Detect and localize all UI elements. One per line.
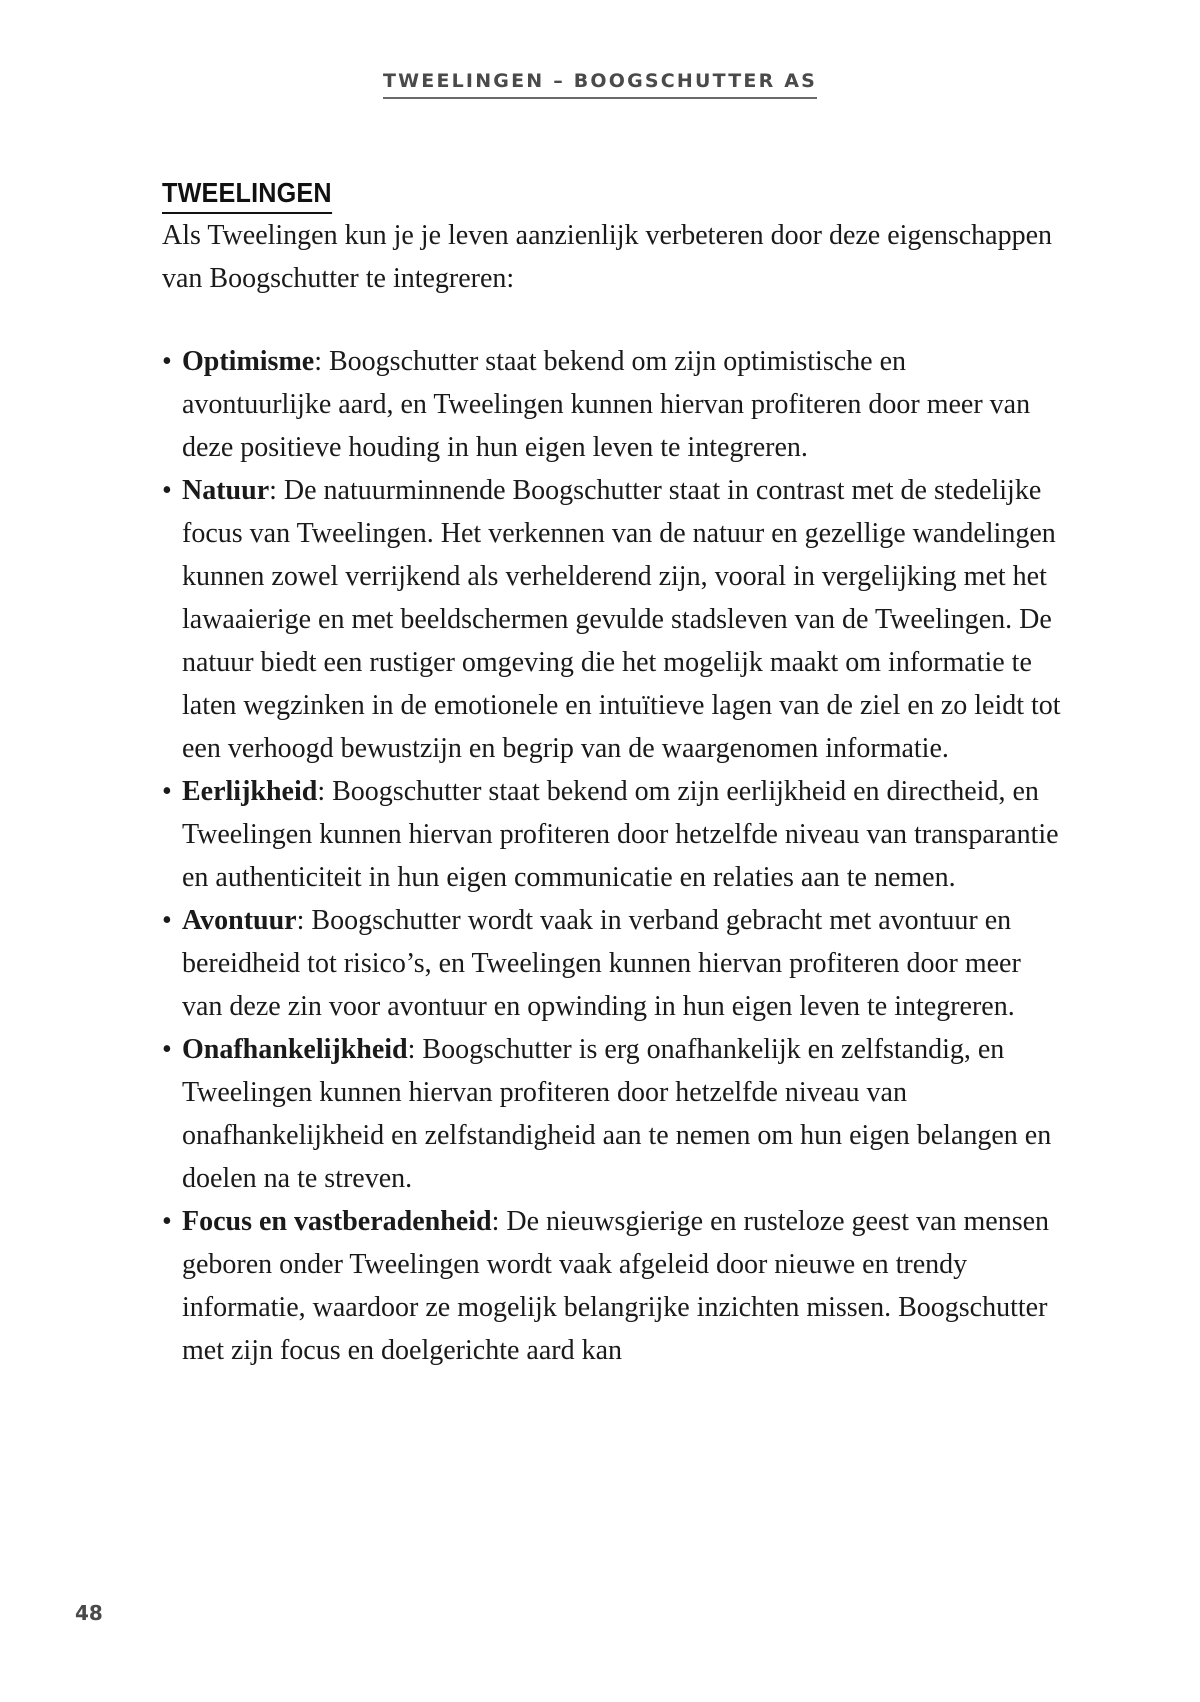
bullet-icon: •: [162, 1033, 172, 1065]
bullet-icon: •: [162, 904, 172, 936]
list-item: [162, 899, 1062, 1028]
bullet-icon: •: [162, 474, 172, 506]
running-header: [0, 70, 1200, 99]
item-term: Focus en vastberadenheid: [182, 1205, 492, 1237]
list-item: [162, 1200, 1062, 1372]
item-text: : De natuurminnende Boogschutter staat in contrast met de stedelijke focus van Tweelingen. Het verkennen van de natuur en gezellige wandelingen kunnen zowel verrijkend als verhelderend zijn, vooral in vergelijking met het lawaaierige en met beeldschermen gevulde stadsleven van de Tweelingen. De natuur biedt een rustiger omgeving die het mogelijk maakt om informatie te laten wegzinken in de emotionele en intuïtieve lagen van de ziel en zo leidt tot een verhoogd bewustzijn en begrip van de waargenomen informatie.: [182, 474, 1061, 764]
trait-list: [162, 340, 1062, 1372]
running-header-title: TWEELINGEN – BOOGSCHUTTER AS: [383, 70, 817, 99]
bullet-icon: •: [162, 775, 172, 807]
bullet-icon: •: [162, 345, 172, 377]
item-text: : Boogschutter staat bekend om zijn optimistische en avontuurlijke aard, en Tweelingen kunnen hiervan profiteren door meer van deze positieve houding in hun eigen leven te integreren.: [182, 345, 1031, 463]
item-text: : Boogschutter is erg onafhankelijk en zelfstandig, en Tweelingen kunnen hiervan profiteren door hetzelfde niveau van onafhankelijkheid en zelfstandigheid aan te nemen om hun eigen belangen en doelen na te streven.: [182, 1033, 1052, 1194]
item-term: Natuur: [182, 474, 270, 506]
page-number: 48: [75, 1601, 103, 1625]
item-text: : Boogschutter staat bekend om zijn eerlijkheid en directheid, en Tweelingen kunnen hiervan profiteren door hetzelfde niveau van transparantie en authenticiteit in hun eigen communicatie en relaties aan te nemen.: [182, 775, 1059, 893]
list-item: [162, 770, 1062, 899]
section-title: TWEELINGEN: [162, 178, 332, 214]
item-term: Optimisme: [182, 345, 315, 377]
intro-paragraph: Als Tweelingen kun je je leven aanzienlijk verbeteren door deze eigenschappen van Boogschutter te integreren:: [162, 219, 1053, 294]
section-heading-wrap: [162, 178, 1062, 214]
bullet-icon: •: [162, 1205, 172, 1237]
item-text: : Boogschutter wordt vaak in verband gebracht met avontuur en bereidheid tot risico’s, en Tweelingen kunnen hiervan profiteren door meer van deze zin voor avontuur en opwinding in hun eigen leven te integreren.: [182, 904, 1021, 1022]
item-text: : De nieuwsgierige en rusteloze geest van mensen geboren onder Tweelingen wordt vaak afgeleid door nieuwe en trendy informatie, waardoor ze mogelijk belangrijke inzichten missen. Boogschutter met zijn focus en doelgerichte aard kan: [182, 1205, 1050, 1366]
list-item: [162, 469, 1062, 770]
list-item: [162, 340, 1062, 469]
item-term: Eerlijkheid: [182, 775, 318, 807]
item-term: Avontuur: [182, 904, 297, 936]
page-content: [162, 178, 1062, 1372]
item-term: Onafhankelijkheid: [182, 1033, 408, 1065]
list-item: [162, 1028, 1062, 1200]
